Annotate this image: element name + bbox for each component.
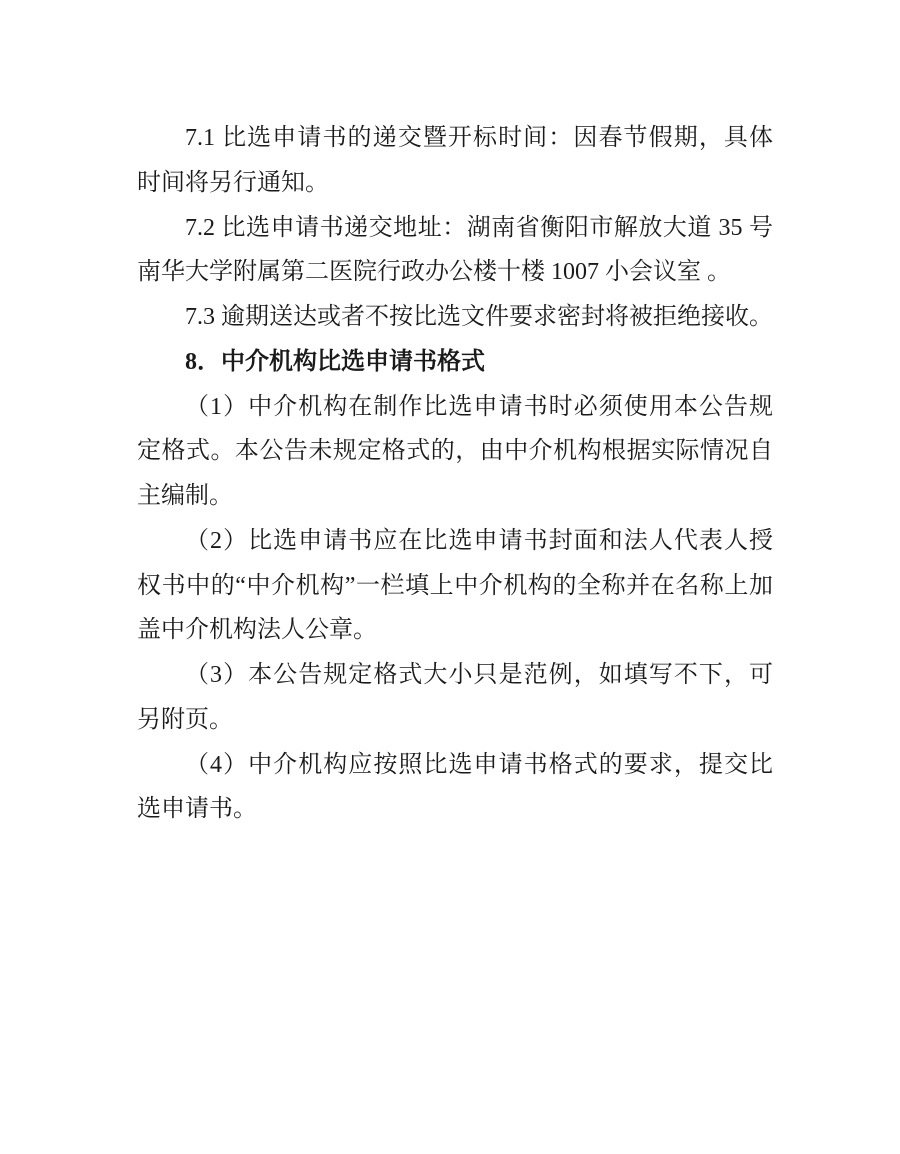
text-line: 定格式。本公告未规定格式的，由中介机构根据实际情况自 [137,438,773,465]
paragraph-item-4 [137,743,773,833]
heading-text-line: 8．中介机构比选申请书格式 [185,348,485,375]
paragraph-clause-7-3 [137,295,773,340]
paragraph-clause-7-2 [137,206,773,296]
text-line: （1）中介机构在制作比选申请书时必须使用本公告规 [185,393,773,420]
heading-section-8 [137,340,773,385]
paragraph-item-2 [137,519,773,653]
text-line: 权书中的“中介机构”一栏填上中介机构的全称并在名称上加 [137,572,773,599]
text-line: 选申请书。 [137,796,257,823]
text-line: 主编制。 [137,483,233,509]
text-line: 7.2 比选申请书递交地址：湖南省衡阳市解放大道 35 号 [185,214,773,241]
text-line: 7.1 比选申请书的递交暨开标时间：因春节假期，具体 [185,125,773,151]
paragraph-item-3 [137,653,773,743]
text-line: 7.3 逾期送达或者不按比选文件要求密封将被拒绝接收。 [185,304,773,330]
text-line: 时间将另行通知。 [137,169,329,196]
text-line: 南华大学附属第二医院行政办公楼十楼 1007 小会议室 。 [137,259,731,286]
text-line: （4）中介机构应按照比选申请书格式的要求，提交比 [185,751,773,778]
text-line: 另附页。 [137,706,233,733]
paragraph-item-1 [137,385,773,519]
paragraph-clause-7-1 [137,116,773,206]
text-line: （3）本公告规定格式大小只是范例，如填写不下，可 [185,662,773,688]
text-line: 盖中介机构法人公章。 [137,617,377,644]
document-body [137,116,773,832]
text-line: （2）比选申请书应在比选申请书封面和法人代表人授 [185,527,773,554]
